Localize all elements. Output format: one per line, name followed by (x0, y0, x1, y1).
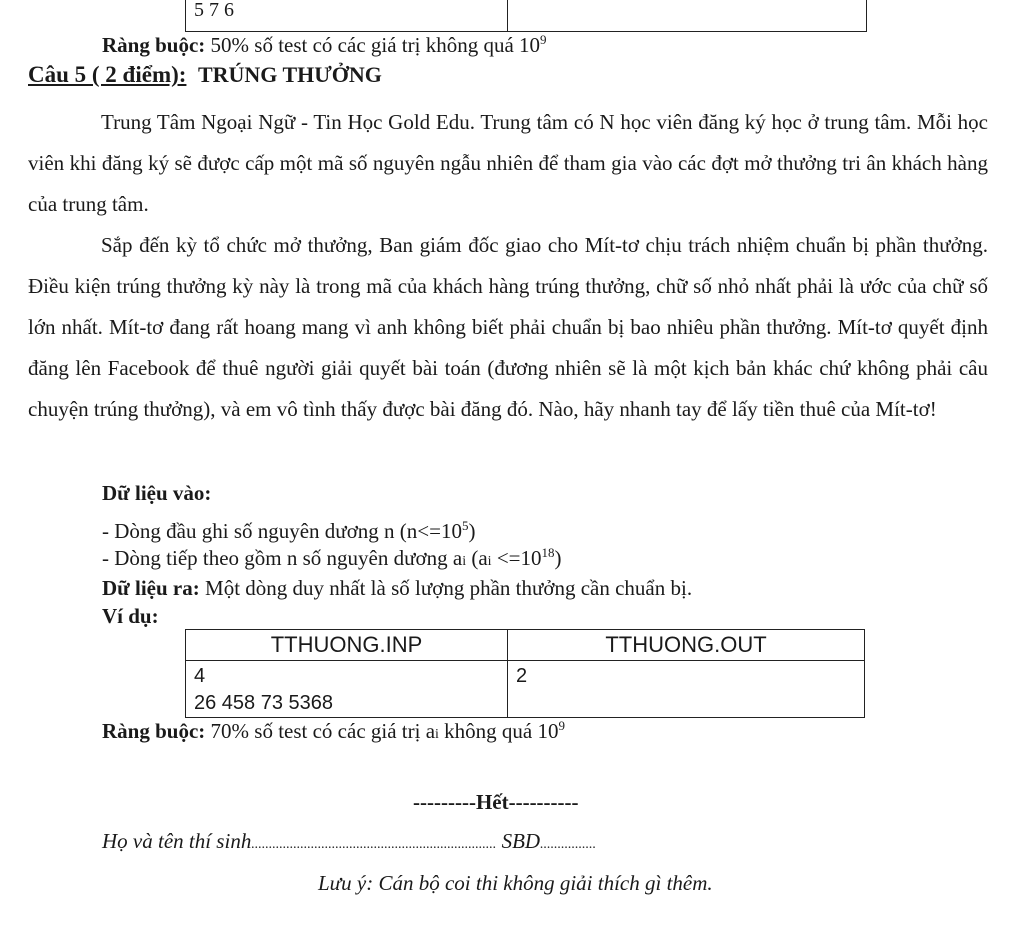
input-line-2-exp: 18 (541, 545, 555, 560)
problem-name: TRÚNG THƯỞNG (197, 62, 382, 87)
example-input-header: TTHUONG.INP (186, 630, 508, 661)
example-heading: Ví dụ: (102, 604, 159, 628)
problem-heading (28, 62, 382, 88)
constraint-bottom-text-a: 70% số test có các giá trị a (210, 719, 436, 743)
input-line-2-sub-1: i (462, 554, 467, 569)
example-input-line-1: 4 (194, 665, 206, 687)
candidate-sbd-label: SBD (501, 829, 541, 853)
statement-paragraph-2 (28, 225, 988, 430)
input-line-1-text: - Dòng đầu ghi số nguyên dương n (n<=10 (102, 519, 462, 543)
constraint-top-label: Ràng buộc: (102, 33, 206, 57)
input-line-2-text-a: - Dòng tiếp theo gồm n số nguyên dương a (102, 546, 463, 570)
input-line-2-end: ) (554, 546, 562, 570)
input-line-1-end: ) (468, 519, 476, 543)
constraint-bottom-text-b: không quá 10 (438, 719, 559, 743)
example-output-header: TTHUONG.OUT (508, 630, 865, 661)
previous-output-cell (508, 0, 867, 32)
constraint-bottom-sub: i (435, 727, 439, 742)
example-table (185, 629, 865, 718)
candidate-name-dots: ...................................................................... (251, 837, 497, 852)
output-section (102, 576, 692, 601)
previous-input-value: 5 7 6 (194, 0, 234, 21)
footer-note: Lưu ý: Cán bộ coi thi không giải thích gì thêm. (318, 871, 713, 895)
input-line-2-text-b: (a (466, 546, 488, 570)
paragraph-1-text: Trung Tâm Ngoại Ngữ - Tin Học Gold Edu. Trung tâm có N học viên đăng ký học ở trung tâm. Mỗi học viên khi đăng ký sẽ được cấp một mã số nguyên ngẫu nhiên để tham gia vào các đợt mở thưởng tri ân khách hàng của trung tâm. (28, 110, 988, 216)
input-line-2-sub-2: i (487, 554, 492, 569)
constraint-top (102, 33, 547, 58)
previous-example-table (185, 0, 867, 32)
end-mark: ---------Hết---------- (413, 790, 579, 814)
input-line-1-exp: 5 (461, 518, 469, 533)
statement-paragraph-1 (28, 102, 988, 225)
input-line-2 (102, 546, 562, 571)
output-text: Một dòng duy nhất là số lượng phần thưởng cần chuẩn bị. (205, 576, 693, 600)
input-heading: Dữ liệu vào: (102, 481, 212, 505)
constraint-top-text: 50% số test có các giá trị không quá 10 (210, 33, 541, 57)
output-heading: Dữ liệu ra: (102, 576, 200, 600)
candidate-sbd-dots: ................ (540, 837, 597, 852)
example-input-cell (186, 661, 508, 718)
example-output-cell (508, 661, 865, 718)
input-line-2-text-c: <=10 (491, 546, 542, 570)
example-input-line-2: 26 458 73 5368 (194, 692, 334, 714)
previous-input-cell (186, 0, 508, 32)
constraint-top-exponent: 9 (540, 32, 547, 47)
constraint-bottom-exp: 9 (558, 718, 565, 733)
input-line-1 (102, 519, 475, 544)
candidate-name-label: Họ và tên thí sinh (102, 829, 252, 853)
candidate-info (102, 829, 596, 854)
constraint-bottom-label: Ràng buộc: (102, 719, 206, 743)
example-output-line-1: 2 (516, 665, 528, 687)
problem-title: Câu 5 ( 2 điểm): (28, 62, 187, 87)
constraint-bottom (102, 719, 565, 744)
paragraph-2-text: Sắp đến kỳ tổ chức mở thưởng, Ban giám đốc giao cho Mít-tơ chịu trách nhiệm chuẩn bị phần thưởng. Điều kiện trúng thưởng kỳ này là trong mã của khách hàng trúng thưởng, chữ số nhỏ nhất phải là ước của chữ số lớn nhất. Mít-tơ đang rất hoang mang vì anh không biết phải chuẩn bị bao nhiêu phần thưởng. Mít-tơ quyết định đăng lên Facebook để thuê người giải quyết bài toán (đương nhiên sẽ là một kịch bản khác chứ không phải câu chuyện trúng thưởng), và em vô tình thấy được bài đăng đó. Nào, hãy nhanh tay để lấy tiền thuê của Mít-tơ! (28, 233, 988, 421)
